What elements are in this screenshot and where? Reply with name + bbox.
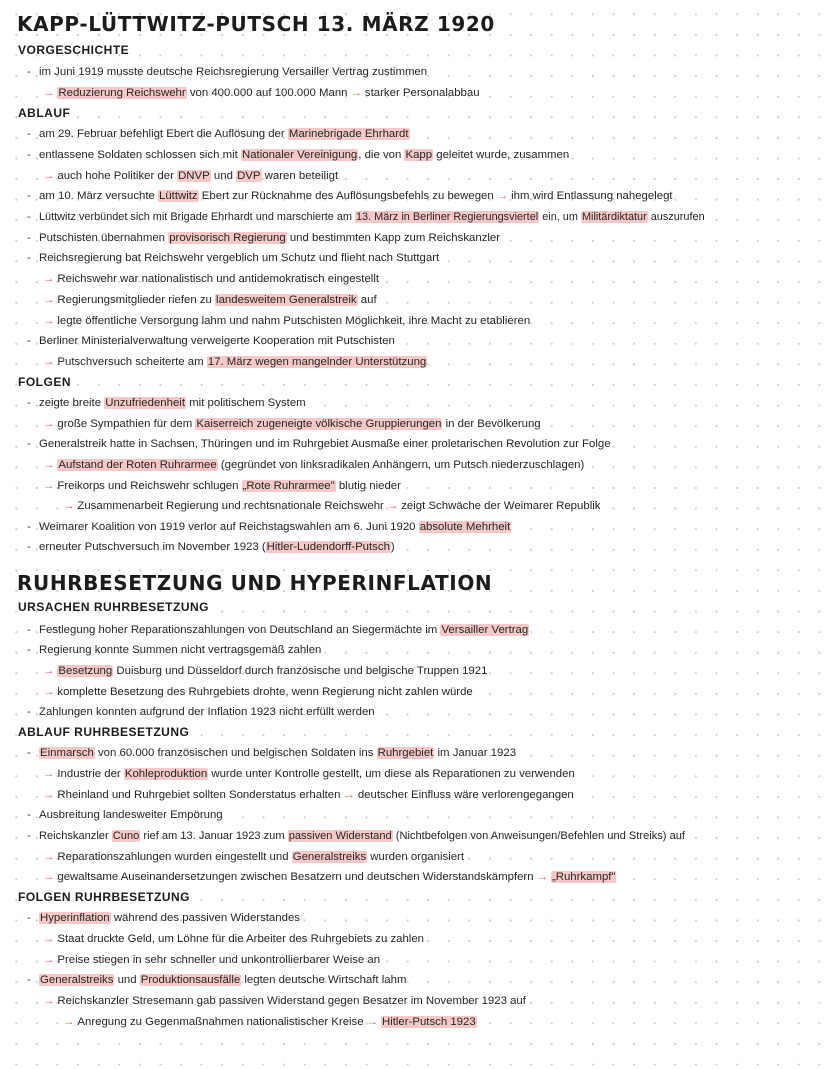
dash-icon: - [27, 211, 31, 223]
highlight: Unzufriedenheit [105, 397, 186, 409]
highlight: provisorisch Regierung [169, 232, 286, 244]
arrow-line: → auch hohe Politiker der DNVP und DVP waren beteiligt [43, 170, 339, 182]
arrow-line: → gewaltsame Auseinandersetzungen zwischen Besatzern und deutschen Widerstandskämpfern → „Ruhrkampf" [43, 871, 616, 883]
bullet-line: - am 29. Februar befehligt Ebert die Auflösung der Marinebrigade Ehrhardt [27, 128, 409, 140]
arrow-icon: → [43, 418, 55, 430]
dash-icon: - [27, 128, 31, 140]
highlight: DNVP [178, 170, 210, 182]
highlight: Generalstreiks [40, 974, 114, 986]
heading-ablauf: ABLAUF [18, 106, 71, 120]
highlight: 17. März wegen mangelnder Unterstützung [207, 356, 427, 368]
highlight: Marinebrigade Ehrhardt [288, 128, 409, 140]
dash-icon: - [27, 830, 31, 842]
arrow-icon: → [43, 933, 55, 945]
arrow-icon: → [43, 851, 55, 863]
highlight: Produktionsausfälle [140, 974, 241, 986]
highlight: Reduzierung Reichswehr [58, 87, 186, 99]
arrow-icon: → [43, 789, 55, 801]
highlight: Hitler-Putsch 1923 [381, 1016, 476, 1028]
arrow-line: → legte öffentliche Versorgung lahm und nahm Putschisten Möglichkeit, ihre Macht zu etablieren [43, 315, 531, 327]
arrow-icon: → [386, 500, 399, 512]
dash-icon: - [27, 624, 31, 636]
arrow-line: → Staat druckte Geld, um Löhne für die Arbeiter des Ruhrgebiets zu zahlen [43, 933, 425, 945]
highlight: Kohleproduktion [124, 768, 208, 780]
bullet-line: - Lüttwitz verbündet sich mit Brigade Ehrhardt und marschierte am 13. März in Berliner Regierungsviertel ein, um Militärdiktatur auszurufen [27, 211, 705, 223]
dash-icon: - [27, 912, 31, 924]
arrow-line: → Freikorps und Reichswehr schlugen „Rote Ruhrarmee" blutig nieder [43, 480, 401, 492]
highlight: absolute Mehrheit [419, 521, 511, 533]
bullet-line: - Berliner Ministerialverwaltung verweigerte Kooperation mit Putschisten [27, 335, 395, 347]
highlight: Aufstand der Roten Ruhrarmee [58, 459, 217, 471]
arrow-icon: → [536, 871, 548, 883]
arrow-line: → Besetzung Duisburg und Düsseldorf durch französische und belgische Truppen 1921 [43, 665, 488, 677]
arrow-icon: → [43, 294, 55, 306]
arrow-icon: → [43, 480, 55, 492]
arrow-icon: → [63, 1016, 75, 1028]
dash-icon: - [27, 541, 31, 553]
bullet-line: - Ausbreitung landesweiter Empörung [27, 809, 223, 821]
dash-icon: - [27, 644, 31, 656]
arrow-line: → Aufstand der Roten Ruhrarmee (gegründet von linksradikalen Anhängern, um Putsch niederzuschlagen) [43, 459, 585, 471]
bullet-line: - Einmarsch von 60.000 französischen und belgischen Soldaten ins Ruhrgebiet im Januar 1923 [27, 747, 517, 759]
bullet-line: - zeigte breite Unzufriedenheit mit politischem System [27, 397, 306, 409]
arrow-icon: → [366, 1016, 378, 1028]
highlight: „Rote Ruhrarmee" [242, 480, 335, 492]
arrow-line: → Anregung zu Gegenmaßnahmen nationalistischer Kreise → Hitler-Putsch 1923 [63, 1016, 476, 1028]
dash-icon: - [27, 232, 31, 244]
highlight: DVP [237, 170, 261, 182]
bullet-line: - erneuter Putschversuch im November 1923 (Hitler-Ludendorff-Putsch) [27, 541, 395, 553]
bullet-line: - Festlegung hoher Reparationszahlungen von Deutschland an Siegermächte im Versailler Vertrag [27, 624, 529, 636]
arrow-icon: → [43, 459, 55, 471]
highlight: 13. März in Berliner Regierungsviertel [355, 211, 539, 223]
heading-vorgeschichte: VORGESCHICHTE [18, 43, 130, 57]
dash-icon: - [27, 252, 31, 264]
arrow-line: → Reduzierung Reichswehr von 400.000 auf 100.000 Mann → starker Personalabbau [43, 87, 480, 99]
arrow-icon: → [63, 500, 75, 512]
highlight: Versailler Vertrag [441, 624, 529, 636]
arrow-icon: → [343, 789, 355, 801]
dash-icon: - [27, 397, 31, 409]
dash-icon: - [27, 706, 31, 718]
arrow-line: → Zusammenarbeit Regierung und rechtsnationale Reichswehr → zeigt Schwäche der Weimarer Republik [63, 500, 601, 512]
arrow-icon: → [43, 686, 55, 698]
highlight: Hitler-Ludendorff-Putsch [266, 541, 390, 553]
highlight: Hyperinflation [40, 912, 110, 924]
arrow-icon: → [43, 768, 55, 780]
dash-icon: - [27, 438, 31, 450]
highlight: Generalstreiks [292, 851, 367, 863]
dash-icon: - [27, 149, 31, 161]
highlight: passiven Widerstand [288, 830, 392, 842]
highlight: Lüttwitz [159, 190, 198, 202]
dash-icon: - [27, 66, 31, 78]
arrow-line: → Putschversuch scheiterte am 17. März wegen mangelnder Unterstützung [43, 356, 427, 368]
bullet-line: - Regierung konnte Summen nicht vertragsgemäß zahlen [27, 644, 322, 656]
arrow-line: → große Sympathien für dem Kaiserreich zugeneigte völkische Gruppierungen in der Bevölkerung [43, 418, 541, 430]
arrow-line: → Regierungsmitglieder riefen zu landesweitem Generalstreik auf [43, 294, 377, 306]
arrow-icon: → [43, 356, 55, 368]
section-title-ruhr: RUHRBESETZUNG UND HYPERINFLATION [17, 571, 493, 595]
bullet-line: - im Juni 1919 musste deutsche Reichsregierung Versailler Vertrag zustimmen [27, 66, 428, 78]
bullet-line: - Generalstreiks und Produktionsausfälle legten deutsche Wirtschaft lahm [27, 974, 407, 986]
arrow-icon: → [43, 315, 55, 327]
arrow-line: → Reichskanzler Stresemann gab passiven Widerstand gegen Besatzer im November 1923 auf [43, 995, 526, 1007]
highlight: Kapp [405, 149, 433, 161]
dash-icon: - [27, 335, 31, 347]
arrow-line: → Industrie der Kohleproduktion wurde unter Kontrolle gestellt, um diese als Reparationen zu verwenden [43, 768, 575, 780]
arrow-icon: → [43, 170, 55, 182]
bullet-line: - Weimarer Koalition von 1919 verlor auf Reichstagswahlen am 6. Juni 1920 absolute Mehrheit [27, 521, 511, 533]
heading-folgen-ruhr: FOLGEN RUHRBESETZUNG [18, 890, 190, 904]
dash-icon: - [27, 190, 31, 202]
highlight: Einmarsch [40, 747, 94, 759]
bullet-line: - Putschisten übernahmen provisorisch Regierung und bestimmten Kapp zum Reichskanzler [27, 232, 501, 244]
arrow-line: → komplette Besetzung des Ruhrgebiets drohte, wenn Regierung nicht zahlen würde [43, 686, 473, 698]
highlight: Kaiserreich zugeneigte völkische Gruppierungen [196, 418, 442, 430]
dash-icon: - [27, 974, 31, 986]
highlight: Cuno [112, 830, 140, 842]
section-title-kapp: KAPP-LÜTTWITZ-PUTSCH 13. MÄRZ 1920 [17, 12, 495, 36]
heading-ursachen: URSACHEN RUHRBESETZUNG [18, 600, 210, 614]
arrow-icon: → [43, 87, 55, 99]
heading-ablauf-ruhr: ABLAUF RUHRBESETZUNG [18, 725, 190, 739]
bullet-line: - am 10. März versuchte Lüttwitz Ebert zur Rücknahme des Auflösungsbefehls zu bewegen → ihm wird Entlassung nahegelegt [27, 190, 673, 202]
arrow-line: → Reparationszahlungen wurden eingestellt und Generalstreiks wurden organisiert [43, 851, 465, 863]
highlight: Nationaler Vereinigung [241, 149, 358, 161]
bullet-line: - entlassene Soldaten schlossen sich mit Nationaler Vereinigung, die von Kapp geleitet wurde, zusammen [27, 149, 570, 161]
bullet-line: - Hyperinflation während des passiven Widerstandes [27, 912, 300, 924]
arrow-line: → Reichswehr war nationalistisch und antidemokratisch eingestellt [43, 273, 380, 285]
arrow-icon: → [43, 954, 55, 966]
highlight: „Ruhrkampf" [551, 871, 616, 883]
highlight: Besetzung [58, 665, 113, 677]
arrow-line: → Preise stiegen in sehr schneller und unkontrollierbarer Weise an [43, 954, 381, 966]
arrow-icon: → [43, 665, 55, 677]
arrow-icon: → [350, 87, 362, 99]
bullet-line: - Generalstreik hatte in Sachsen, Thüringen und im Ruhrgebiet Ausmaße einer proletarischen Revolution zur Folge [27, 438, 611, 450]
arrow-icon: → [496, 190, 509, 202]
arrow-line: → Rheinland und Ruhrgebiet sollten Sonderstatus erhalten → deutscher Einfluss wäre verlorengegangen [43, 789, 574, 801]
heading-folgen: FOLGEN [18, 375, 71, 389]
dash-icon: - [27, 521, 31, 533]
highlight: Ruhrgebiet [377, 747, 434, 759]
bullet-line: - Reichsregierung bat Reichswehr vergeblich um Schutz und flieht nach Stuttgart [27, 252, 440, 264]
bullet-line: - Reichskanzler Cuno rief am 13. Januar 1923 zum passiven Widerstand (Nichtbefolgen von Anweisungen/Befehlen und Streiks) auf [27, 830, 685, 842]
highlight: Militärdiktatur [581, 211, 647, 223]
arrow-icon: → [43, 995, 55, 1007]
bullet-line: - Zahlungen konnten aufgrund der Inflation 1923 nicht erfüllt werden [27, 706, 375, 718]
dash-icon: - [27, 747, 31, 759]
arrow-icon: → [43, 273, 55, 285]
dash-icon: - [27, 809, 31, 821]
arrow-icon: → [43, 871, 55, 883]
highlight: landesweitem Generalstreik [216, 294, 357, 306]
